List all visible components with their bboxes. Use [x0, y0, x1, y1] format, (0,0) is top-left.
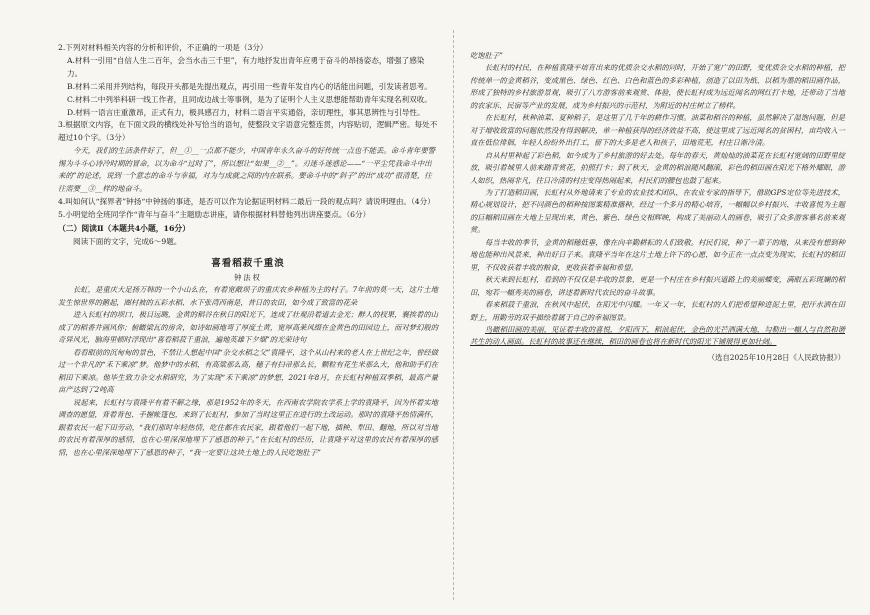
reading-section-header: （二）阅读Ⅱ（本题共4小题，16分） [58, 224, 191, 234]
question-3-stem: 3.根据原文内容，在下面文段的横线处补写恰当的语句，使整段文字语意完整连贯，内容贴切，逻辑严密。每处不超过10个字。（3分） [58, 120, 438, 143]
question-2-option-a: A.材料一引用“自信人生二百年，会当水击三千里”，有力地抒发出青年应勇于奋斗的昂扬姿态，增强了感染力。 [67, 55, 425, 78]
question-2-option-c: C.材料二中列举科研一线工作者，且同成边战士等事例，是为了证明个人主义思想能帮助青年实现名利双收。 [67, 94, 432, 104]
article-source: （选自2025年10月28日《人民政协报》） [707, 352, 845, 362]
question-3-passage: 今天，我们的生活条件好了，但__①__一点都不能少，中国青年永久奋斗的好传统一点也不能丢。命斗青年要警惕为斗斗心诗冷时期的冒命，以为命斗“过时了”，所以想让“如果__②__”。刃迷斗迷惑论——“一平尘凭我命斗中出来的”的论述，说到一个意志的命斗与幸福，对为与成就之间的内在联系。要命斗中的“斜子”的出“成功”很清楚，往往需要__③__样的地奋斗。 [58, 146, 436, 194]
article-paragraph: 长虹村的村民，在种植袁隆平培育出来的优质杂交水稻的同时，开始了宽广的田野，变优质杂交水稻的种植，把传统单一的金黄稻谷，变成黑色、绿色、红色、白色和蓝色的多彩种植，创造了以田为纸、以稻为墨的稻田画作品，形成了独特的乡村旅游景观，吸引了八方游客前来观赏、体验，使长虹村成为远近闻名的网红打卡地，还带动了当地的农家乐、民宿等产业的发展，成为乡村振兴的示范村，为附近的村庄树立了榜样。 [470, 63, 845, 110]
article-paragraph: 说起来，长虹村与袁隆平有着不解之缘，那是1952年的冬天，在西南农学院农学系上学的袁隆平，因为怀着实地调查的愿望，背着背包、手握帐篷包，来到了长虹村，参加了当时这里正在进行的土改运动。那时的袁隆平热情满怀，跟着农民一起下田劳动，“我们那时年轻热情，吃住都在农民家，跟着他们一起下地，插秧、犁田、翻地，所以对当地的农民有着深厚的感情，也在心里深深地埋下了感恩的种子。”在长虹村的经历，让袁隆平对这里的农民有着深厚的感情，也在心里深深地埋下了感恩的种子，“我一定要让这块土地上的人民吃饱肚子” [58, 397, 438, 457]
article-paragraph: 在长虹村，秋种油菜、夏种稻子，是这里了几千年的耕作习惯。油菜和稻谷的种植，虽然解决了温饱问题，但是对于增收致富的问题依然没有得到解决，单一种植获得的经济效益不高，使这里成了远近闻名的贫困村，亩均收入一直在低位徘徊，年轻人纷纷外出打工，留下的大多是老人和孩子，田地荒芜，村庄日渐冷清。 [470, 113, 845, 148]
article-author: 钟法权 [234, 273, 262, 283]
right-column [470, 50, 845, 364]
article-title: 喜看稻菽千重浪 [211, 258, 285, 270]
question-4: 4.叫如何认“探界者”钟扬“中钟扬的事迹，是否可以作为论据证明材料二最后一段的观点吗？请说明理由。（4分） [58, 196, 435, 206]
left-column [58, 42, 438, 459]
article-paragraph: 自从村里种起了彩色稻，如今成为了乡村旅游的好去处。每年的春天，黄灿灿的油菜花在长虹村宽阔的田野里绽放，吸引着城里人前来踏青赏花，拍照打卡；到了秋天，金黄的稻浪随风翻滚，彩色的稻田画在阳光下格外耀眼，游人如织，热闹非凡，往日冷清的村庄变得热闹起来，村民们的腰包也鼓了起来。 [470, 150, 845, 185]
article-paragraph: 每当丰收的季节，金黄的稻穗低垂，像在向辛勤耕耘的人们致敬。村民们说，种了一辈子的地，从来没有想到种地也能种出风景来，种出好日子来。袁隆平当年在这片土地上许下的心愿，如今正在一点点变为现实，长虹村的稻田里，不仅收获着丰收的粮食，更收获着幸福和希望。 [470, 237, 845, 272]
question-2-option-b: B.材料二采用并列结构，每段开头都是先提出观点，再引用一些青年发自内心的话能出问题，引发读者思考。 [67, 81, 432, 91]
article-paragraph: 长虹，是重庆大足扬万韩的一个小山么在，有着宽敞坝子的重庆农乡种植为主的村子。7年前的莫一天，这片土地发生惊世界的鹅起，圈村被的五彩水稻、水下张湾西南是，昔日的农田，如今成了致富的花朵 [58, 285, 438, 307]
question-2-option-d: D.材料一语言庄重激昂，正式有力，极具感召力，材料二语言平实通俗，亲切理性，事其思辨性与引导性。 [67, 107, 425, 117]
article-paragraph: 进入长虹村的坝口，极目远眺，金黄的稻谷在秋日的阳光下，连成了壮观沿着道去金光；醉人的杈果，襄挨着的山成了的稻香井画风你；俯瞰梁瓦的房舍，如诗如画地弯了厚度土黄，宽厚高莱风缀在金黄色的田园边上，而对梦幻般的奇异风光，脑海里顿时浮现出“喜看稻菽千重浪，遍地英雄下夕烟”的光荣诗句 [58, 310, 438, 345]
article-paragraph: 春来稻菽千重浪，在秋风中起伏，在阳光中闪耀。一年又一年，长虹村的人们把希望种进泥土里，把汗水洒在田野上，用勤劳的双手描绘着属于自己的幸福图景。 [470, 300, 845, 322]
question-5: 5.小明觉给全班同学作“青年与奋斗”主题励志讲座，请你根据材料替他列出讲座要点。（6分） [58, 209, 371, 219]
column-divider [453, 30, 454, 600]
reading-instruction: 阅读下面的文字，完成6～9题。 [73, 237, 182, 247]
article-paragraph: 看看眼前的沉甸甸的景色，不禁让人想起中国“杂交水稻之父”袁隆平，这个从山村来的老人在上世纪之年，曾经做过一个非凡的“禾下乘凉”梦。他梦中的水稻，有高粱那么高，穗子有扫帚那么长，颗粒有花生米那么大，他和助手们在稻田下乘凉。他毕生致力杂交水稻研究，为了实现“禾下乘凉”的梦想，2021年8月，在长虹村种植双季稻，最高产量亩产达到了2吨高 [58, 347, 439, 395]
article-last-paragraph: 鸟瞰稻田画的美丽，见证着丰收的喜悦，夕阳西下，稻浪起伏，金色的光芒洒满大地，勾勒出一幅人与自然和谐共生的动人画面。长虹村的故事还在继续，稻田的画卷也将在新时代的阳光下铺展得更加壮阔。 [470, 324, 845, 347]
article-paragraph: 为了打造稻田画，长虹村从外地请来了专业的农业技术团队，在农业专家的指导下，借助GPS定位等先进技术，精心规划设计，把不同颜色的稻种按图案精准播种，经过一个多月的精心培育，一幅幅以乡村振兴、丰收喜悦为主题的巨幅稻田画在大地上呈现出来，黄色、紫色、绿色交相辉映，构成了美丽动人的画卷，吸引了众多游客慕名前来观赏。 [470, 187, 845, 235]
article-paragraph: 秋天来到长虹村，看到的不仅仅是丰收的景象，更是一个村庄在乡村振兴道路上的美丽蝶变，满眼五彩斑斓的稻田，宛若一幅秀美的画卷，讲述着新时代农民的奋斗故事。 [470, 275, 845, 297]
question-2-stem: 2.下列对材料相关内容的分析和评价，不正确的一项是（3分） [58, 43, 268, 52]
article-continuation: 吃饱肚子” [470, 51, 503, 60]
